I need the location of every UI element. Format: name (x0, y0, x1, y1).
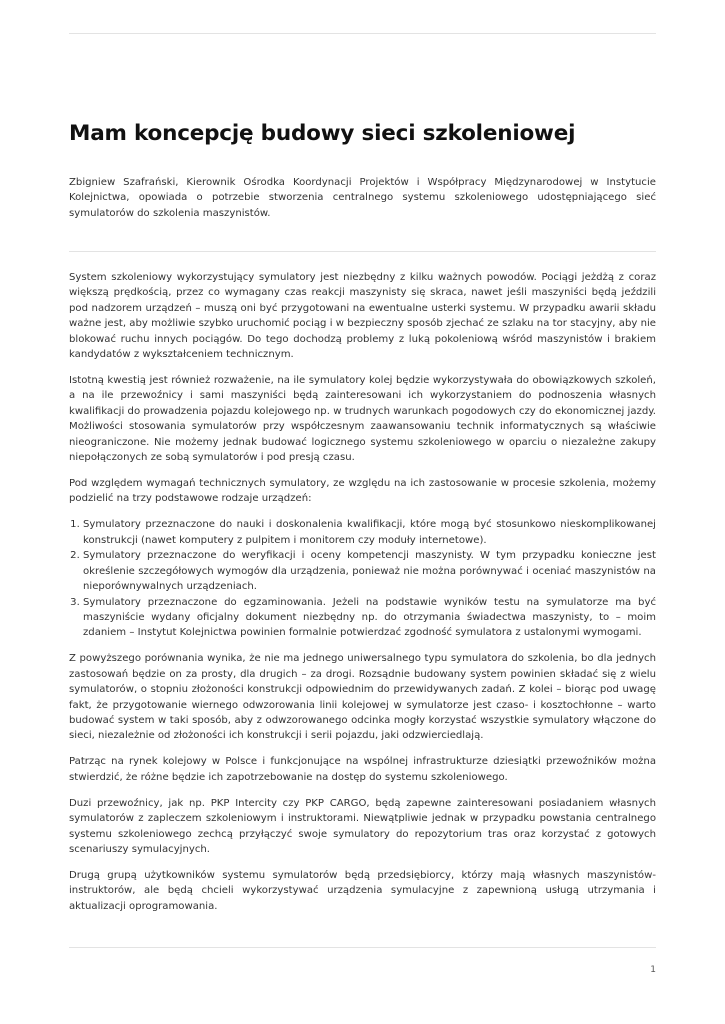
list-item: 2. Symulatory przeznaczone do weryfikacji i oceny kompetencji maszynisty. W tym przypadku konieczne jest określenie szczegółowych wymogów dla urządzenia, ponieważ nie można porównywać i oceniać maszynistów na nieporównywalnych urządzeniach. (83, 548, 656, 594)
footer-divider (69, 947, 656, 948)
body-paragraph: Patrząc na rynek kolejowy w Polsce i funkcjonujące na wspólnej infrastrukturze dziesiątki przewoźników można stwierdzić, że różne będzie ich zapotrzebowanie na dostęp do systemu szkoleniowego. (69, 756, 656, 783)
lead-divider (69, 251, 656, 252)
body-paragraph: Istotną kwestią jest również rozważenie, na ile symulatory kolej będzie wykorzystywała do obowiązkowych szkoleń, a na ile przewoźnicy i sami maszyniści będą zainteresowani ich wykorzystaniem do podnoszenia własnych kwalifikacji do prowadzenia pojazdu kolejowego np. w trudnych warunkach pogodowych czy do ekonomicznej jazdy. Możliwości stosowania symulatorów przy współczesnym zaawansowaniu technik informatycznych są właściwie nieograniczone. Nie możemy jednak budować logicznego systemu szkoleniowego w oparciu o niezależne zakupy niepołączonych ze sobą symulatorów i pod presją czasu. (69, 375, 656, 464)
body-paragraph: Z powyższego porównania wynika, że nie ma jednego uniwersalnego typu symulatora do szkolenia, bo dla jednych zastosowań będzie on za prosty, dla drugich – za drogi. Rozsądnie budowany system powinien składać się z wielu symulatorów, o stopniu złożoności konstrukcji odpowiednim do przewidywanych zadań. Z kolei – biorąc pod uwagę fakt, że przygotowanie wiernego odwzorowania linii kolejowej w symulatorze jest czaso- i kosztochłonne – warto budować system w taki sposób, aby z odwzorowanego odcinka mogły korzystać wszystkie symulatory włączone do sieci, niezależnie od złożoności ich konstrukcji i serii pojazdu, jaki odzwierciedlają. (69, 653, 656, 742)
simulator-types-list (69, 517, 656, 640)
page-number: 1 (650, 965, 656, 975)
body-paragraph: System szkoleniowy wykorzystujący symulatory jest niezbędny z kilku ważnych powodów. Pociągi jeżdżą z coraz większą prędkością, przez co wymagany czas reakcji maszynisty się skraca, nawet jeśli maszyniści będą jeździli pod nadzorem urządzeń – muszą oni być przygotowani na ewentualne usterki systemu. W przypadku awarii składu ważne jest, aby możliwie szybko uruchomić pociąg i w bezpieczny sposób zjechać ze szlaku na tor stacyjny, aby nie blokować ruchu innych pociągów. Do tego dochodzą problemy z luką pokoleniową wśród maszynistów i brakiem kandydatów z wykształceniem technicznym. (69, 272, 656, 361)
article-title: Mam koncepcję budowy sieci szkoleniowej (69, 121, 576, 146)
body-paragraph: Duzi przewoźnicy, jak np. PKP Intercity czy PKP CARGO, będą zapewne zainteresowani posiadaniem własnych symulatorów z zapleczem szkoleniowym i instruktorami. Niewątpliwie jednak w przypadku powstania centralnego systemu szkoleniowego zechcą przyłączyć swoje symulatory do repozytorium tras oraz korzystać z gotowych scenariuszy symulacyjnych. (69, 797, 656, 855)
article-body (69, 270, 656, 925)
article-lead: Zbigniew Szafrański, Kierownik Ośrodka Koordynacji Projektów i Współpracy Międzynarodowej w Instytucie Kolejnictwa, opowiada o potrzebie stworzenia centralnego systemu szkoleniowego udostępniającego sieć symulatorów do szkolenia maszynistów. (69, 177, 656, 219)
list-item: 3. Symulatory przeznaczone do egzaminowania. Jeżeli na podstawie wyników testu na symulatorze ma być maszyniście wydany oficjalny dokument niezbędny np. do otrzymania świadectwa maszynisty, to – moim zdaniem – Instytut Kolejnictwa powinien formalnie potwierdzać zgodność symulatora z ustalonymi wymogami. (83, 595, 656, 641)
body-paragraph: Pod względem wymagań technicznych symulatory, ze względu na ich zastosowanie w procesie szkolenia, możemy podzielić na trzy podstawowe rodzaje urządzeń: (69, 478, 656, 505)
list-item: 1. Symulatory przeznaczone do nauki i doskonalenia kwalifikacji, które mogą być stosunkowo nieskomplikowanej konstrukcji (nawet komputery z pulpitem i monitorem czy moduły internetowe). (83, 517, 656, 548)
top-divider (69, 33, 656, 34)
body-paragraph: Drugą grupą użytkowników systemu symulatorów będą przedsiębiorcy, którzy mają własnych maszynistów-instruktorów, ale będą chcieli wykorzystywać urządzenia symulacyjne z zapewnioną usługą utrzymania i aktualizacji oprogramowania. (69, 869, 656, 912)
